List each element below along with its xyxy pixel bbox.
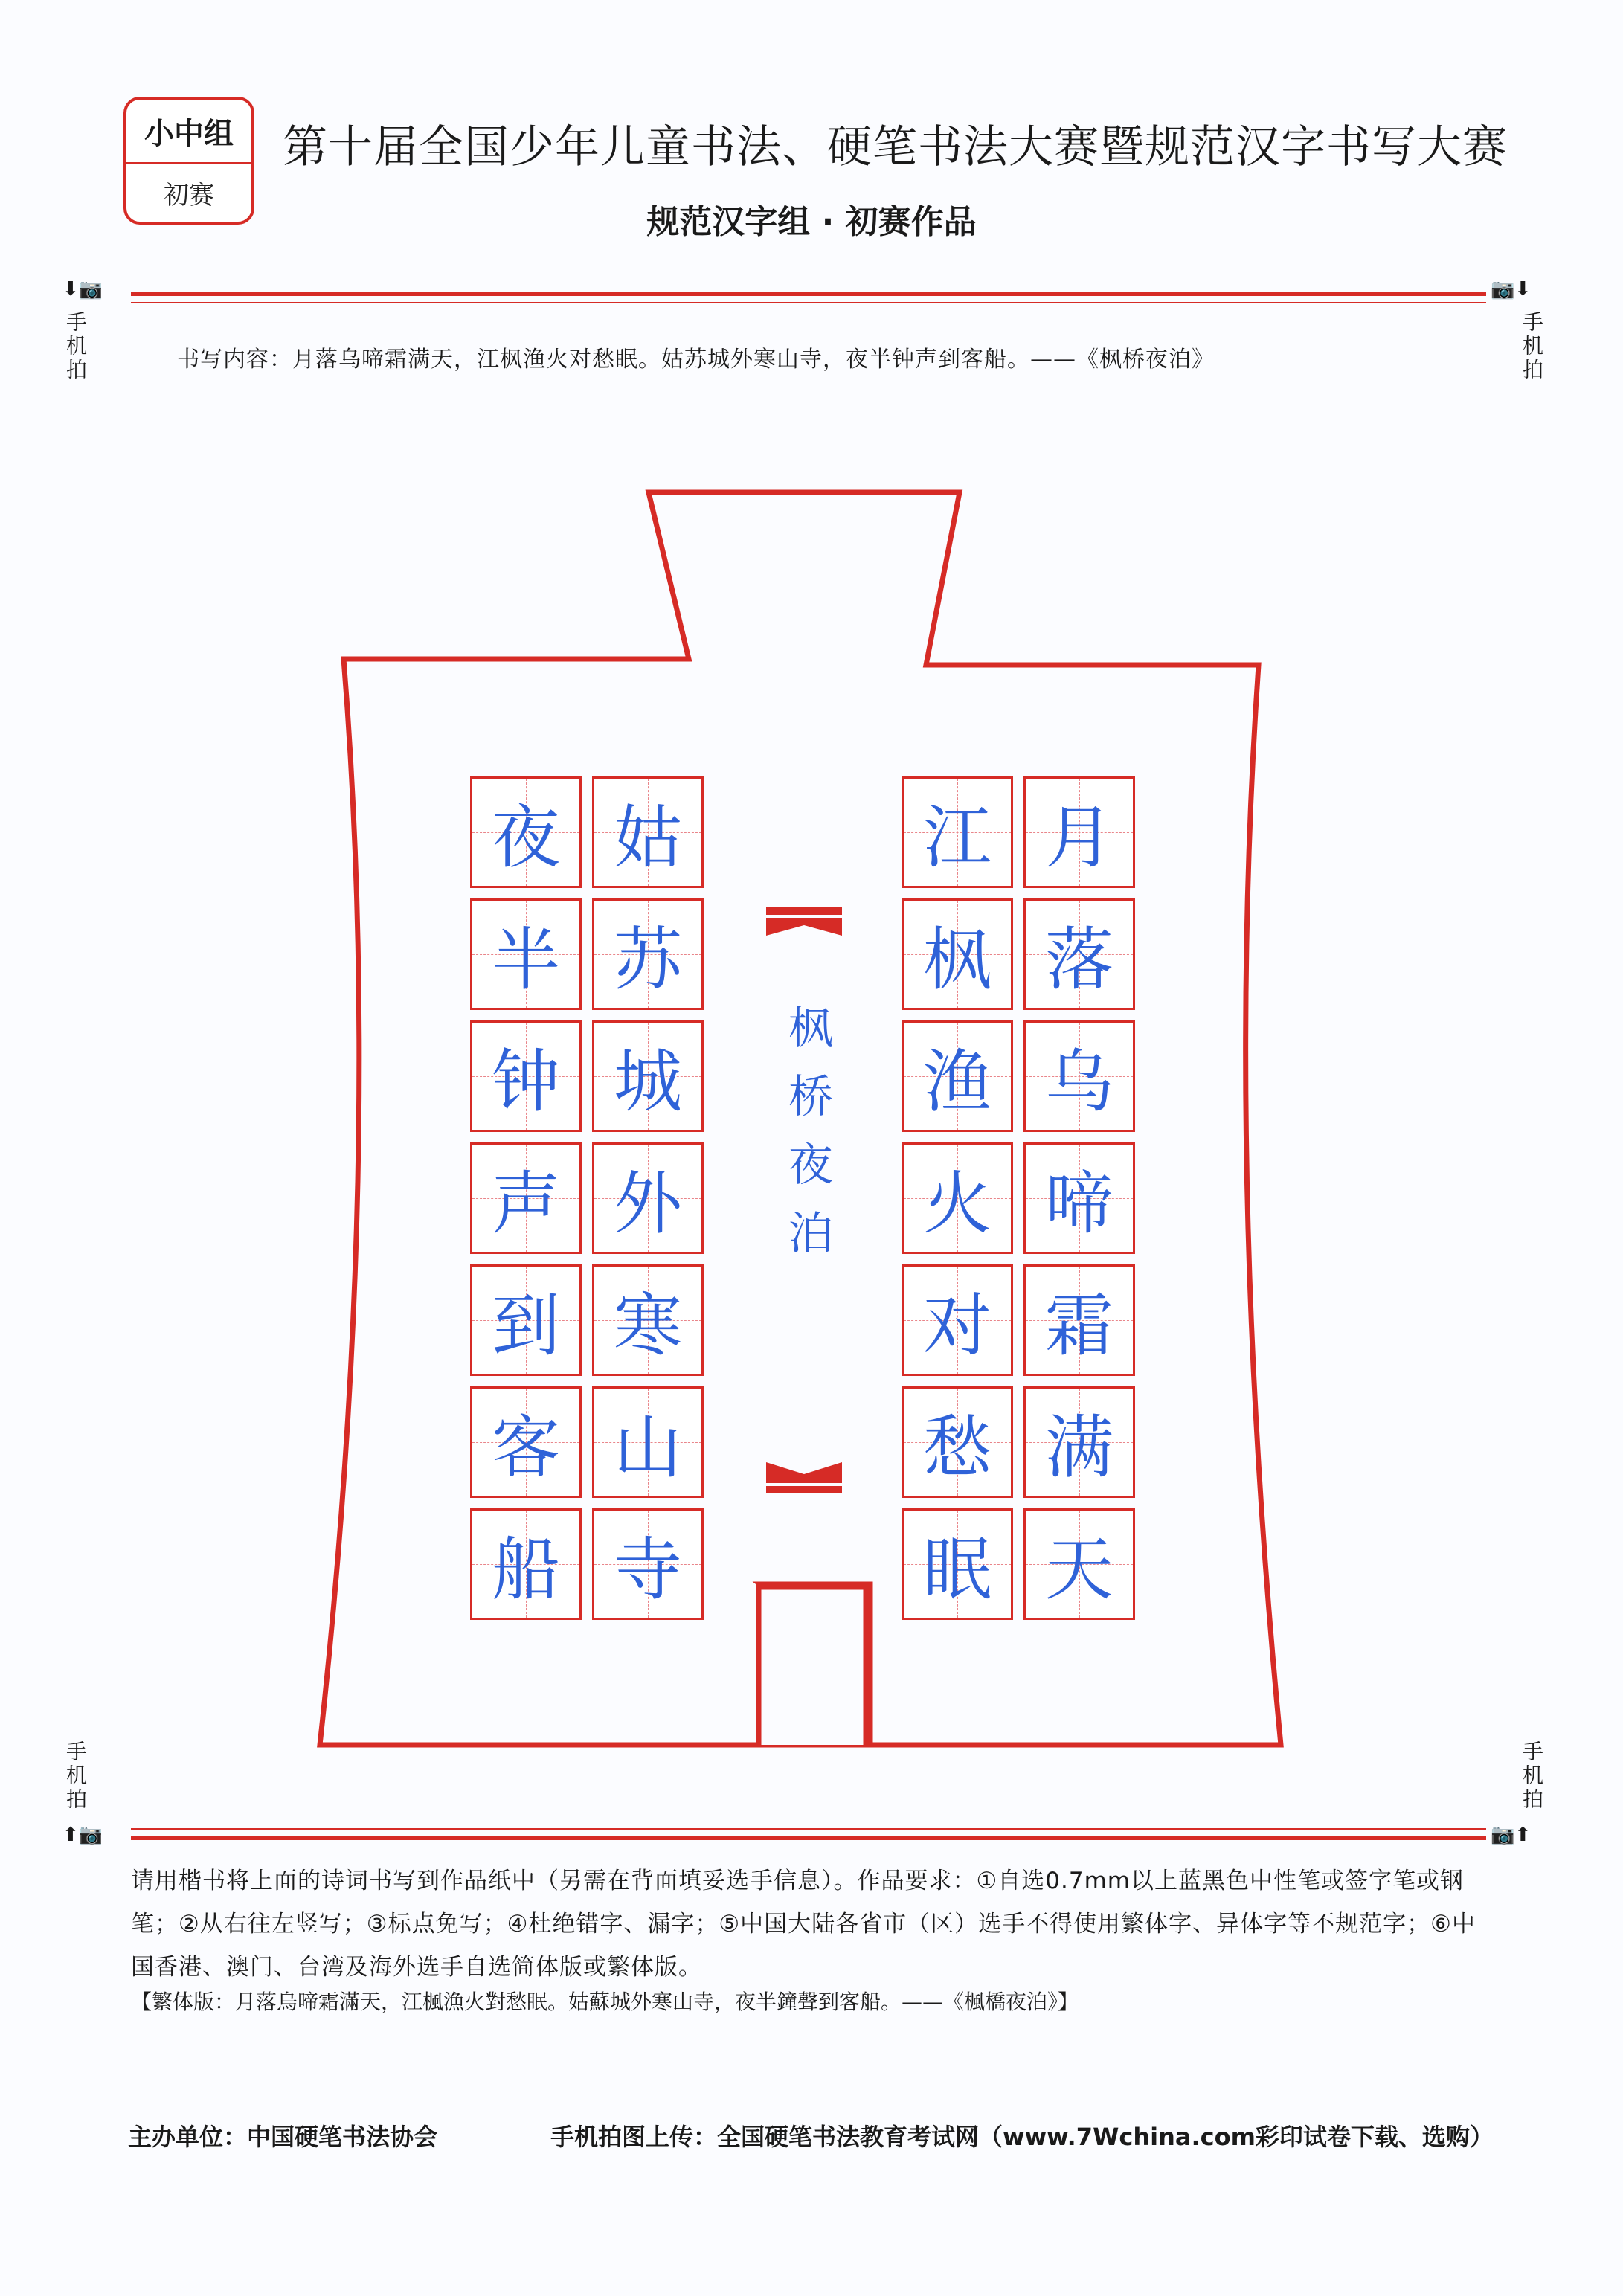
traditional-version-text: 【繁体版：月落烏啼霜滿天，江楓漁火對愁眠。姑蘇城外寒山寺，夜半鐘聲到客船。——《楓橋夜泊》】	[131, 1990, 1079, 2014]
grid-cell	[902, 1386, 1013, 1498]
handwritten-character: 苏	[613, 920, 682, 1000]
handwritten-character: 天	[1044, 1530, 1113, 1610]
grid-cell	[902, 1264, 1013, 1376]
arrow-down-icon: ⬇	[1514, 278, 1532, 300]
side-label-top-right: 手机拍	[1520, 311, 1544, 382]
badge-stage-label: 初赛	[164, 181, 214, 210]
upload-info-text: 手机拍图上传：全国硬笔书法教育考试网（www.7Wchina.com彩印试卷下载、选购）	[550, 2123, 1494, 2151]
grid-cell	[592, 1264, 704, 1376]
camera-icon: 📷	[1491, 1824, 1515, 1846]
page-title: 第十届全国少年儿童书法、硬笔书法大赛暨规范汉字书写大赛	[283, 121, 1508, 173]
grid-cell	[470, 1142, 582, 1254]
handwritten-character: 眠	[922, 1530, 992, 1610]
grid-cell	[470, 1020, 582, 1132]
grid-cell	[470, 898, 582, 1010]
grid-cell	[1023, 1142, 1135, 1254]
arrow-up-icon: ⬆	[62, 1824, 79, 1846]
side-label-bottom-left: 手机拍	[63, 1740, 88, 1812]
camera-marker-bottom-left	[62, 1824, 103, 1846]
handwritten-character: 霜	[1044, 1286, 1113, 1366]
grid-cell	[470, 1508, 582, 1620]
artwork-title-vertical: 枫桥夜泊	[781, 1004, 833, 1278]
side-label-bottom-right: 手机拍	[1520, 1740, 1544, 1812]
grid-cell	[1023, 1264, 1135, 1376]
grid-cell	[592, 898, 704, 1010]
side-label-top-left: 手机拍	[63, 311, 88, 382]
camera-marker-bottom-right	[1491, 1824, 1531, 1846]
handwritten-character: 寺	[613, 1530, 682, 1610]
grid-cell	[902, 776, 1013, 888]
grid-cell	[470, 1386, 582, 1498]
handwritten-character: 外	[613, 1164, 682, 1244]
handwritten-character: 山	[613, 1408, 682, 1488]
handwritten-character: 钟	[491, 1042, 560, 1122]
title-ornament-top	[766, 907, 842, 936]
grid-cell	[592, 1386, 704, 1498]
handwritten-character: 江	[922, 798, 992, 878]
grid-cell	[902, 1508, 1013, 1620]
grid-cell	[902, 898, 1013, 1010]
camera-icon: 📷	[78, 278, 103, 300]
handwritten-character: 枫	[922, 920, 992, 1000]
grid-cell	[1023, 898, 1135, 1010]
frame-notch-mask	[759, 1587, 866, 1745]
handwritten-character: 到	[491, 1286, 560, 1366]
arrow-up-icon: ⬆	[1514, 1824, 1532, 1846]
grid-cell	[470, 776, 582, 888]
handwritten-character: 愁	[922, 1408, 992, 1488]
grid-cell	[592, 1508, 704, 1620]
grid-cell	[1023, 776, 1135, 888]
handwritten-character: 啼	[1044, 1164, 1113, 1244]
grid-cell	[470, 1264, 582, 1376]
bottom-rule-thin	[131, 1828, 1486, 1830]
handwritten-character: 半	[491, 920, 560, 1000]
handwritten-character: 乌	[1044, 1042, 1113, 1122]
handwritten-character: 落	[1044, 920, 1113, 1000]
grid-cell	[1023, 1020, 1135, 1132]
badge-group-label: 小中组	[126, 100, 251, 164]
camera-icon: 📷	[1491, 278, 1515, 300]
handwritten-character: 船	[491, 1530, 560, 1610]
handwritten-character: 夜	[491, 798, 560, 878]
grid-cell	[1023, 1386, 1135, 1498]
handwritten-character: 城	[613, 1042, 682, 1122]
handwritten-character: 声	[491, 1164, 560, 1244]
bottom-rule-thick	[131, 1836, 1486, 1840]
grid-cell	[592, 1142, 704, 1254]
handwritten-character: 对	[922, 1286, 992, 1366]
title-ornament-bottom	[766, 1462, 842, 1493]
handwritten-character: 寒	[613, 1286, 682, 1366]
writing-content-line: 书写内容：月落乌啼霜满天，江枫渔火对愁眠。姑苏城外寒山寺，夜半钟声到客船。——《枫桥夜泊》	[177, 347, 1215, 373]
page-subtitle: 规范汉字组 · 初赛作品	[646, 203, 977, 241]
camera-icon: 📷	[78, 1824, 103, 1846]
instructions-text: 请用楷书将上面的诗词书写到作品纸中（另需在背面填妥选手信息）。作品要求：①自选0.7mm以上蓝黑色中性笔或签字笔或钢笔；②从右往左竖写；③标点免写；④杜绝错字、漏字；⑤中国大陆各省市（区）选手不得使用繁体字、异体字等不规范字；⑥中国香港、澳门、台湾及海外选手自选简体版或繁体版。	[131, 1868, 1476, 1981]
grid-cell	[1023, 1508, 1135, 1620]
handwritten-character: 客	[491, 1408, 560, 1488]
handwritten-character: 月	[1044, 798, 1113, 878]
handwritten-character: 火	[922, 1164, 992, 1244]
organizer-text: 主办单位：中国硬笔书法协会	[128, 2123, 438, 2151]
handwritten-character: 渔	[922, 1042, 992, 1122]
grid-cell	[902, 1020, 1013, 1132]
handwritten-character: 满	[1044, 1408, 1113, 1488]
grid-cell	[902, 1142, 1013, 1254]
handwritten-character: 姑	[613, 798, 682, 878]
arrow-down-icon: ⬇	[62, 278, 79, 300]
grid-cell	[592, 776, 704, 888]
grid-cell	[592, 1020, 704, 1132]
